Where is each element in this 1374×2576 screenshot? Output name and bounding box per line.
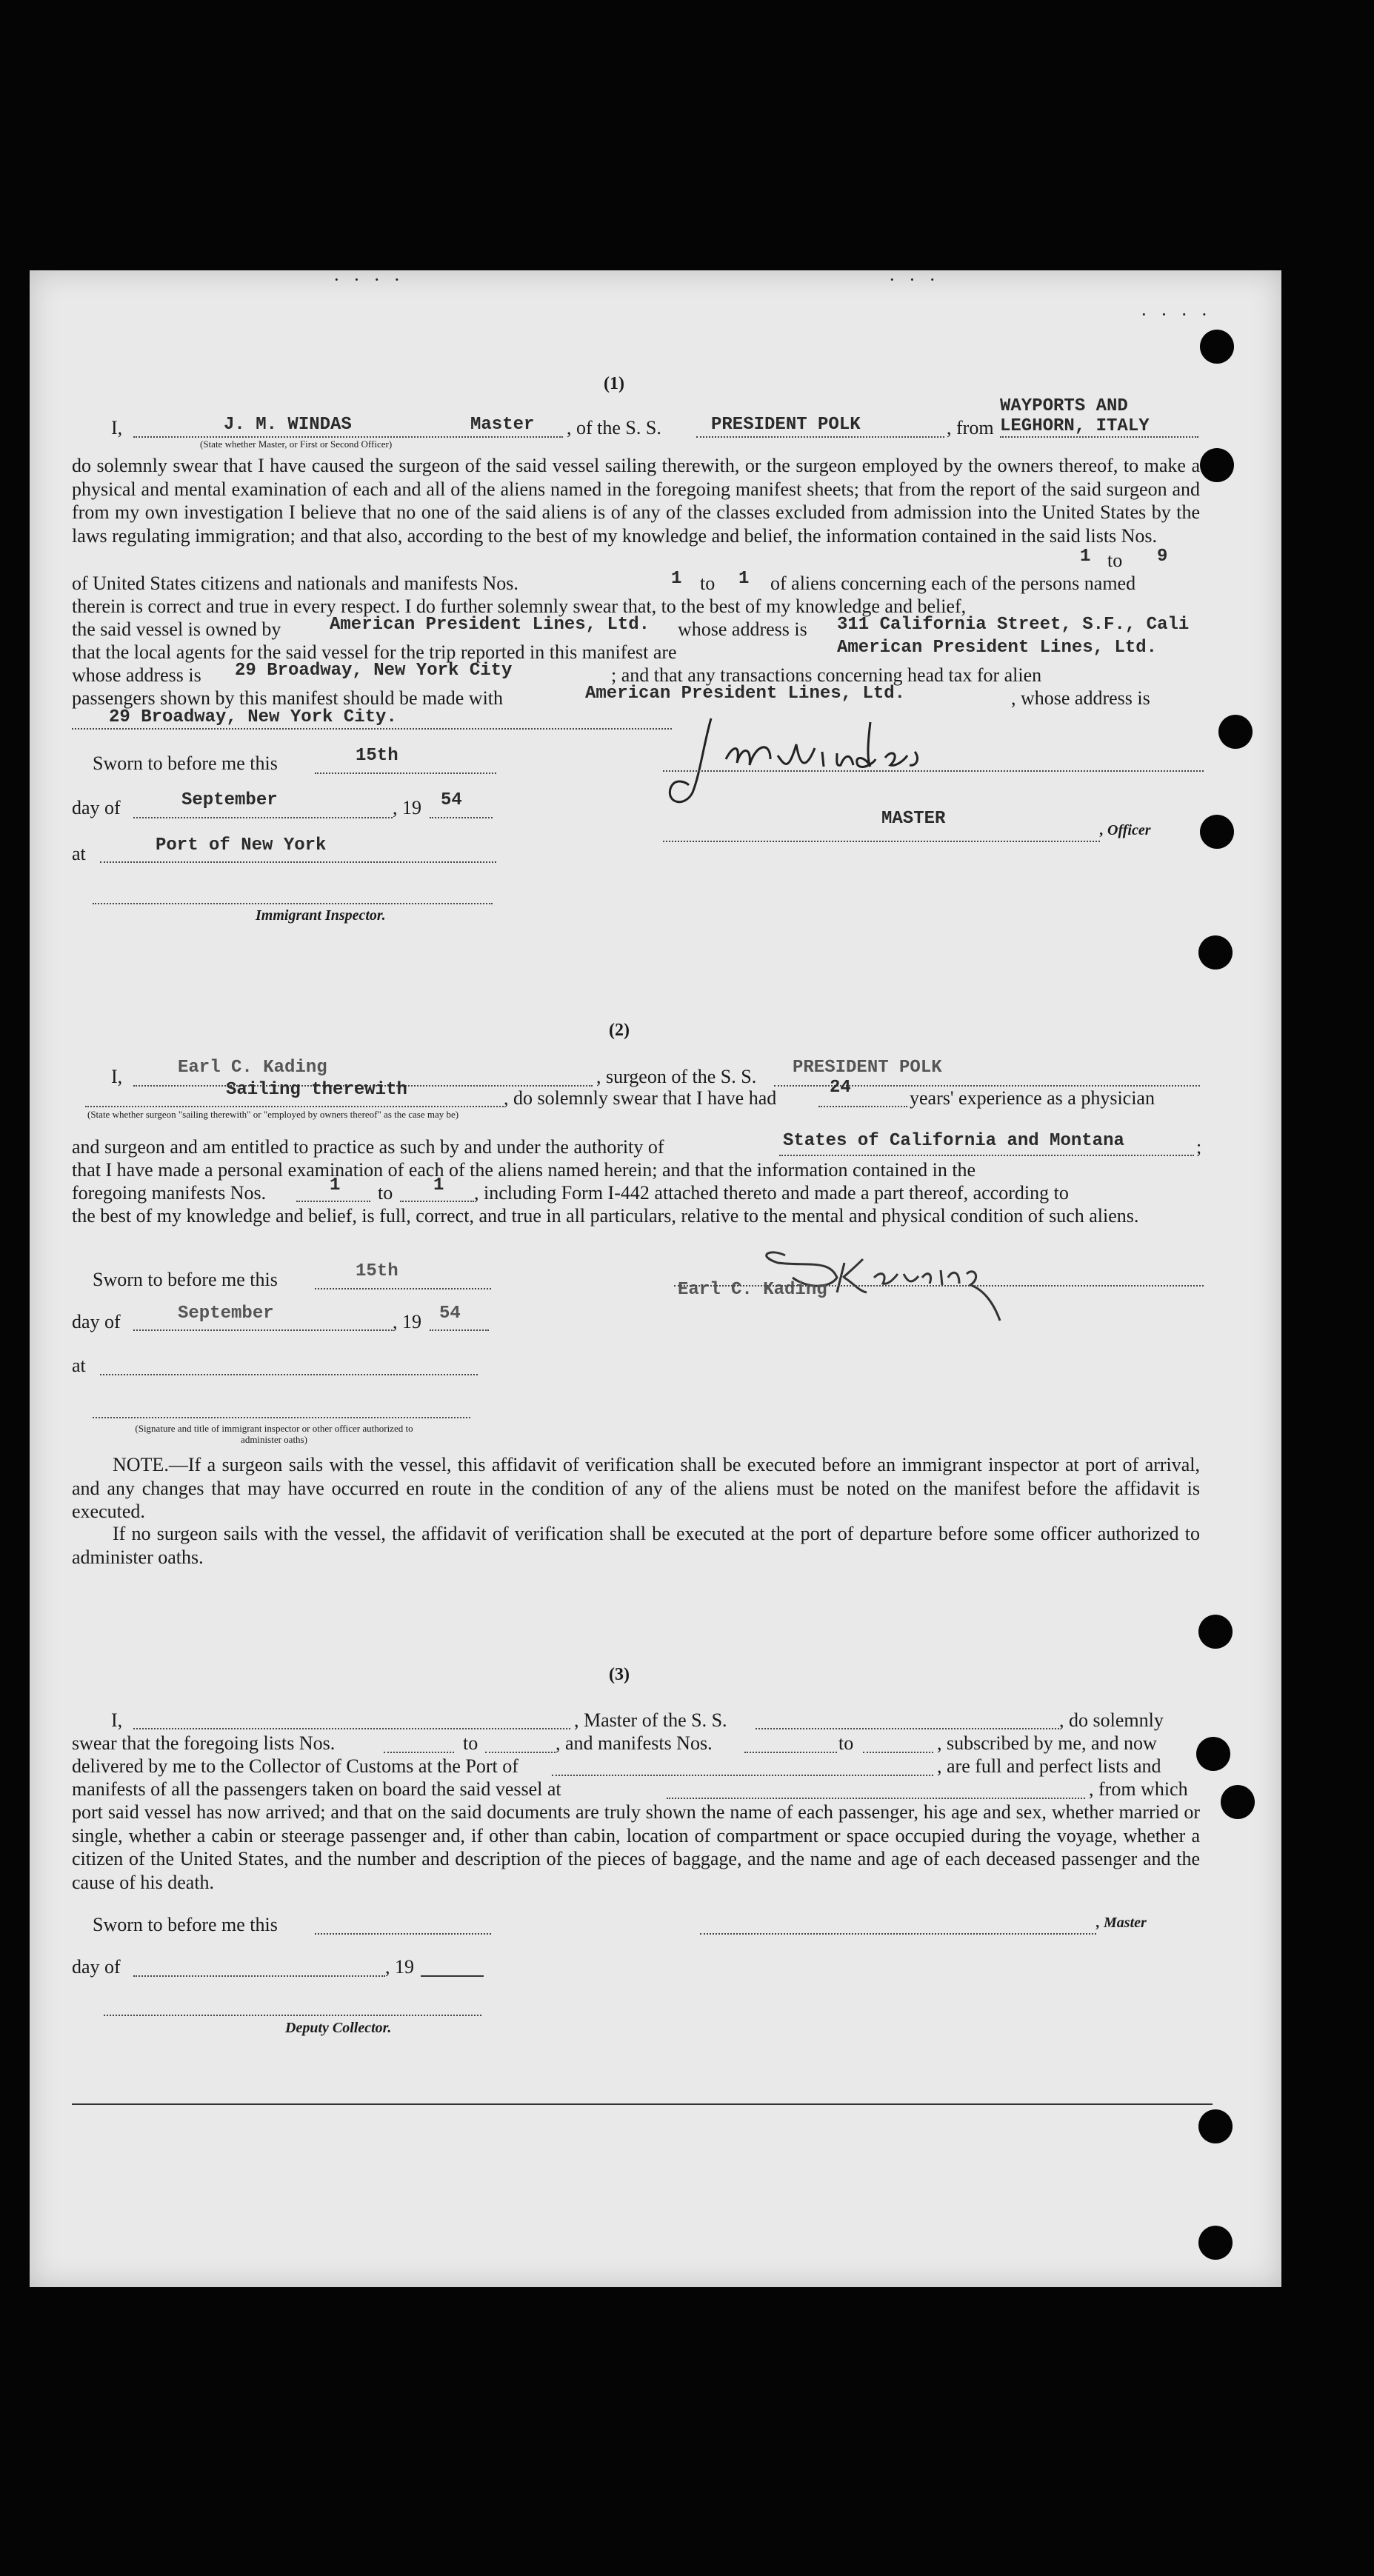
s3-master-label: , Master — [1096, 1915, 1147, 1931]
deputy-collector-label: Deputy Collector. — [285, 2020, 392, 2036]
s3-port-line — [552, 1775, 933, 1776]
rank-note: (State whether Master, or First or Second Officer) — [200, 438, 393, 450]
year-line-1 — [430, 817, 493, 818]
years-value: 24 — [830, 1078, 851, 1098]
s3-paragraph: port said vessel has now arrived; and that on the said documents are truly shown the name of each passenger, his age and sex, whether married or single, whether a cabin or steerage passenger and, if other than cabin, location of compartment or space occupied during the voyage, whether a citizen of the United States, and the number and description of the pieces of baggage, and the name and age of each deceased passenger and the cause of his death. — [72, 1801, 1200, 1893]
sailing-line — [85, 1106, 504, 1107]
head-tax-address-value: 29 Broadway, New York City. — [109, 707, 397, 727]
sailing-note: (State whether surgeon "sailing therewith" or "employed by owners thereof" as the case may be) — [87, 1109, 459, 1120]
master-signature-line — [663, 770, 1204, 772]
s3-master-name-line — [133, 1728, 570, 1729]
s3-manifests-from-line — [744, 1752, 837, 1753]
punch-hole — [1198, 935, 1233, 970]
exam-text: that I have made a personal examination of each of the aliens named herein; and that the information contained in the — [72, 1159, 976, 1181]
surgeon-vessel-value: PRESIDENT POLK — [793, 1058, 942, 1078]
manifest-page — [30, 270, 1281, 2287]
place-line-1 — [100, 861, 496, 863]
head-tax-text: ; and that any transactions concerning head tax for alien — [611, 664, 1042, 686]
surgeon-name-value: Earl C. Kading — [178, 1058, 327, 1078]
note-2: If no surgeon sails with the vessel, the affidavit of verification shall be executed at the port of departure before some officer authorized to administer oaths. — [72, 1523, 1200, 1568]
best-text: the best of my knowledge and belief, is full, correct, and true in all particulars, relative to the mental and physical condition of such aliens. — [72, 1205, 1139, 1227]
authority-text: and surgeon and am entitled to practice as such by and under the authority of — [72, 1136, 664, 1158]
s3-day-of-label: day of — [72, 1956, 121, 1978]
punch-hole — [1218, 715, 1253, 749]
manifest-to-line-2 — [400, 1201, 474, 1202]
punch-hole — [1198, 2109, 1233, 2143]
s3-year-label: , 19 — [385, 1956, 414, 1978]
punch-hole — [1198, 1615, 1233, 1649]
s3-sworn-label: Sworn to before me this — [93, 1914, 278, 1935]
local-agents-value: American President Lines, Ltd. — [837, 638, 1158, 658]
master-signature — [659, 715, 1074, 818]
s3-line4-b: , from which — [1089, 1778, 1188, 1800]
inspector-note: (Signature and title of immigrant inspector or other officer authorized to administer oaths) — [135, 1423, 413, 1445]
sworn-day-line-1 — [315, 773, 496, 774]
head-tax-address-line — [72, 728, 672, 730]
at-label-1: at — [72, 843, 86, 864]
punch-hole — [1198, 2226, 1233, 2260]
authority-semicolon: ; — [1196, 1136, 1202, 1158]
authority-value: States of California and Montana — [783, 1131, 1124, 1151]
s3-line2-c: , and manifests Nos. — [556, 1732, 713, 1754]
s3-line3-b: , are full and perfect lists and — [937, 1755, 1161, 1777]
s3-line4-a: manifests of all the passengers taken on board the said vessel at — [72, 1778, 561, 1800]
s3-line1-a: I, — [111, 1709, 123, 1731]
sworn-month-1: September — [181, 790, 278, 810]
section-1-number: (1) — [604, 374, 624, 393]
section-1-paragraph: do solemnly swear that I have caused the surgeon of the said vessel sailing therewith, or the surgeon employed by the owners thereof, to make a physical and mental examination of each and all of the aliens named in the foregoing manifest sheets; that from the report of the said surgeon and from my own investigation I believe that no one of the said aliens is of any of the classes excluded from admission into the United States by the laws regulating immigration; and that also, according to the best of my knowledge and belief, the information contained in the said lists Nos. — [72, 455, 1200, 547]
s3-line2-e: , subscribed by me, and now — [937, 1732, 1157, 1754]
bottom-rule — [72, 2103, 1213, 2105]
sworn-day-1: 15th — [356, 746, 398, 766]
s3-lists-from-line — [384, 1752, 454, 1753]
lists-to-value: 9 — [1157, 547, 1168, 567]
passengers-text: passengers shown by this manifest should be made with — [72, 687, 504, 709]
local-agents-label: that the local agents for the said vessel for the trip reported in this manifest are — [72, 641, 677, 663]
surgeon-signature-typed: Earl C. Kading — [678, 1280, 827, 1300]
inspector-signature-line-2 — [93, 1417, 470, 1418]
s3-master-signature-line — [700, 1933, 1096, 1935]
sworn-month-2: September — [178, 1304, 274, 1324]
s3-boarded-at-line — [667, 1798, 1085, 1799]
head-tax-with-value: American President Lines, Ltd. — [585, 684, 906, 704]
note-1: NOTE.—If a surgeon sails with the vessel, this affidavit of verification shall be executed before an immigrant inspector at port of arrival, and any changes that may have occurred en route in the condition of any of the aliens must be noted on the manifest before the affidavit is executed. — [72, 1454, 1200, 1522]
manifests-text-b: , including Form I-442 attached thereto and made a part thereof, according to — [474, 1182, 1069, 1204]
years-line — [818, 1106, 907, 1107]
year-prefix-1: , 19 — [393, 797, 421, 818]
s3-month-line — [133, 1975, 385, 1977]
manifest-to-value-2: 1 — [433, 1175, 444, 1195]
day-of-label-2: day of — [72, 1311, 121, 1332]
surgeon-signature-line — [674, 1285, 1204, 1287]
sworn-year-2: 54 — [439, 1304, 461, 1324]
at-label-2: at — [72, 1355, 86, 1376]
vessel-line — [696, 436, 944, 438]
month-line-1 — [133, 817, 393, 818]
day-of-label-1: day of — [72, 797, 121, 818]
s3-sworn-day-line — [315, 1933, 491, 1935]
s3-line2-b: to — [463, 1732, 478, 1754]
punch-hole — [1196, 1737, 1230, 1771]
year-line-2 — [430, 1329, 489, 1331]
s3-line3-a: delivered by me to the Collector of Customs at the Port of — [72, 1755, 518, 1777]
swear-text: , do solemnly swear that I have had — [504, 1087, 777, 1109]
from-label: , from — [947, 417, 994, 438]
year-prefix-2: , 19 — [393, 1311, 421, 1332]
punch-hole — [1200, 815, 1234, 849]
punch-hole — [1200, 448, 1234, 482]
owner-address-value: 311 California Street, S.F., Cali — [837, 615, 1190, 635]
place-line-2 — [100, 1374, 478, 1375]
manifest-from-value: 1 — [671, 569, 682, 589]
section-2-i-label: I, — [111, 1066, 123, 1087]
s3-line2-a: swear that the foregoing lists Nos. — [72, 1732, 336, 1754]
section-3-number: (3) — [609, 1665, 630, 1684]
owner-address-label: whose address is — [678, 618, 807, 640]
correct-line: therein is correct and true in every respect. I do further solemnly swear that, to the best of my knowledge and belief, — [72, 595, 967, 617]
lists-from-value: 1 — [1080, 547, 1091, 567]
sworn-label-1: Sworn to before me this — [93, 753, 278, 774]
authority-line — [779, 1155, 1194, 1156]
s3-line2-d: to — [838, 1732, 854, 1754]
vessel-value: PRESIDENT POLK — [711, 415, 861, 435]
citizens-line-b: of aliens concerning each of the persons named — [770, 573, 1136, 594]
sworn-place-1: Port of New York — [156, 835, 327, 855]
top-marks-right: · · · · — [1141, 304, 1213, 325]
owned-by-label: the said vessel is owned by — [72, 618, 281, 640]
manifest-to-value: 1 — [738, 569, 750, 589]
officer-line — [663, 841, 1100, 842]
officer-label: , Officer — [1100, 822, 1151, 838]
punch-hole — [1221, 1785, 1255, 1819]
owner-value: American President Lines, Ltd. — [330, 615, 650, 635]
month-line-2 — [133, 1329, 393, 1331]
top-marks-mid: · · · — [889, 269, 940, 290]
s3-deputy-signature-line — [104, 2015, 481, 2016]
agent-address-value: 29 Broadway, New York City — [235, 661, 513, 681]
whose-address-end: , whose address is — [1011, 687, 1150, 709]
top-marks-left: · · · · — [333, 269, 405, 290]
sailing-value: Sailing therewith — [226, 1080, 407, 1100]
years-text: years' experience as a physician — [910, 1087, 1155, 1109]
sworn-day-2: 15th — [356, 1261, 398, 1281]
master-name-value: J. M. WINDAS — [224, 415, 352, 435]
master-name-line — [133, 436, 563, 438]
lists-to-label: to — [1107, 550, 1123, 571]
origin-value: LEGHORN, ITALY — [1000, 416, 1150, 436]
surgeon-signature — [726, 1233, 1096, 1322]
master-signature-title: MASTER — [881, 809, 946, 829]
s3-line1-c: , do solemnly — [1059, 1709, 1164, 1731]
manifests-text-a: foregoing manifests Nos. — [72, 1182, 267, 1204]
s3-lists-to-line — [485, 1752, 556, 1753]
rank-value: Master — [470, 415, 535, 435]
s3-line1-b: , Master of the S. S. — [574, 1709, 727, 1731]
immigrant-inspector-label: Immigrant Inspector. — [256, 907, 386, 924]
section-1-i-label: I, — [111, 417, 123, 438]
sworn-label-2: Sworn to before me this — [93, 1269, 278, 1290]
of-the-ss-label: , of the S. S. — [567, 417, 661, 438]
inspector-signature-line-1 — [93, 903, 493, 904]
section-2-number: (2) — [609, 1021, 630, 1040]
agent-address-label: whose address is — [72, 664, 201, 686]
waypoints-value: WAYPORTS AND — [1000, 396, 1128, 416]
manifest-from-line-2 — [296, 1201, 370, 1202]
punch-hole — [1200, 330, 1234, 364]
manifest-to-label: to — [700, 573, 716, 594]
manifest-to-label-2: to — [378, 1182, 393, 1204]
sworn-year-1: 54 — [441, 790, 462, 810]
surgeon-of-label: , surgeon of the S. S. — [596, 1066, 757, 1087]
manifest-from-value-2: 1 — [330, 1175, 341, 1195]
s3-vessel-line — [756, 1728, 1059, 1729]
s3-manifests-to-line — [863, 1752, 933, 1753]
citizens-line-a: of United States citizens and nationals and manifests Nos. — [72, 573, 518, 594]
sworn-day-line-2 — [315, 1288, 491, 1289]
s3-year-line — [421, 1975, 484, 1977]
